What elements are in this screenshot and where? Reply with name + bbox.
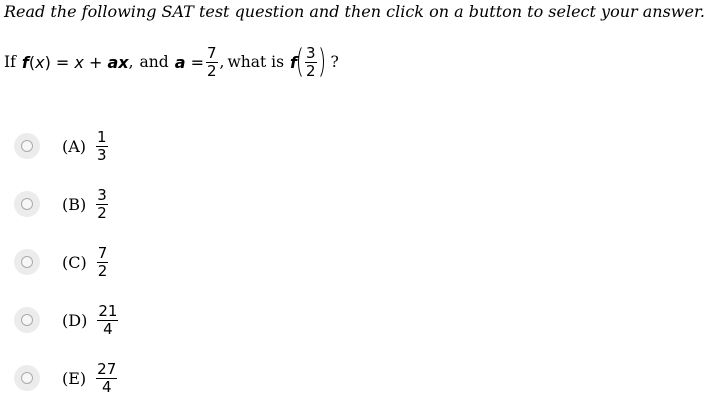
radio-button-d[interactable] — [14, 307, 40, 333]
what-is-text: what is — [227, 53, 285, 71]
choice-letter: (C) — [62, 252, 87, 272]
a-variable: a = — [174, 52, 204, 72]
choice-c[interactable] — [14, 242, 110, 282]
a-value-fraction: $\frac{7}{2}$ — [206, 43, 217, 80]
function-name: f — [290, 52, 297, 72]
choice-d[interactable] — [14, 300, 120, 340]
radio-dot-icon — [21, 372, 33, 384]
choice-letter: (B) — [62, 194, 87, 214]
radio-button-b[interactable] — [14, 191, 40, 217]
choice-b[interactable] — [14, 184, 110, 224]
choice-letter: (A) — [62, 136, 87, 156]
radio-dot-icon — [21, 140, 33, 152]
function-expression: f(x) = x + ax — [21, 52, 129, 72]
choice-fraction: $\frac{3}{2}$ — [97, 185, 107, 222]
question-prefix: If — [4, 53, 16, 71]
argument-fraction: $\frac{3}{2}$ — [306, 43, 316, 80]
radio-button-e[interactable] — [14, 365, 40, 391]
comma-2: , — [219, 53, 225, 71]
instruction-text: Read the following SAT test question and then click on a button to select your answer. — [4, 2, 705, 21]
radio-dot-icon — [21, 198, 33, 210]
comma: , — [128, 53, 134, 71]
choice-fraction: $\frac{21}{4}$ — [98, 301, 118, 338]
radio-button-a[interactable] — [14, 133, 40, 159]
radio-button-c[interactable] — [14, 249, 40, 275]
choice-letter: (E) — [62, 368, 87, 388]
radio-dot-icon — [21, 314, 33, 326]
radio-dot-icon — [21, 256, 33, 268]
choice-fraction: $\frac{1}{3}$ — [97, 127, 107, 164]
right-paren — [317, 43, 325, 81]
question-text — [4, 40, 339, 84]
choice-e[interactable] — [14, 358, 119, 398]
left-paren — [297, 43, 305, 81]
choice-fraction: $\frac{7}{2}$ — [97, 243, 108, 280]
choice-letter: (D) — [62, 310, 88, 330]
choice-a[interactable] — [14, 126, 110, 166]
question-mark: ? — [330, 53, 339, 71]
choice-fraction: $\frac{27}{4}$ — [97, 359, 117, 396]
and-text: and — [139, 53, 169, 71]
